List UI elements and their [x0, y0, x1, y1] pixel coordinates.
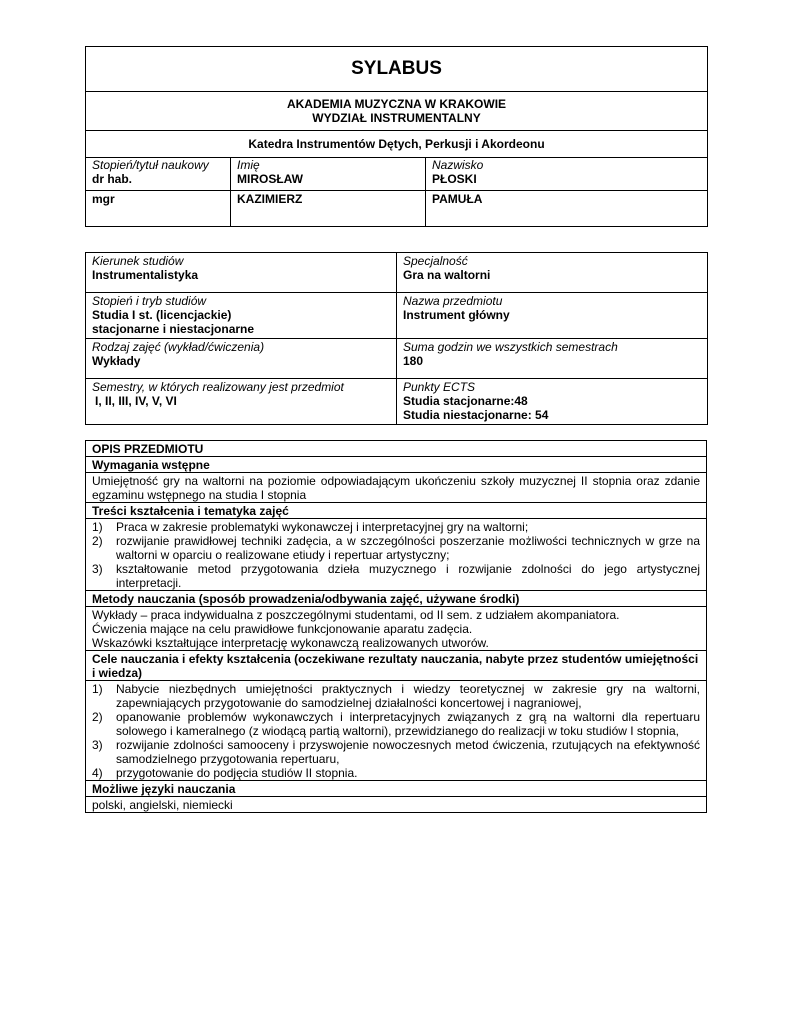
rodzaj-value: Wykłady — [92, 354, 141, 368]
first-name-label: Imię — [237, 158, 260, 172]
kierunek-cell — [86, 253, 397, 293]
specjalnosc-label: Specjalność — [403, 254, 468, 268]
tresci-heading: Treści kształcenia i tematyka zajęć — [86, 503, 707, 519]
list-item: 1) Praca w zakresie problematyki wykonawczej i interpretacyjnej gry na waltorni; — [92, 520, 529, 534]
stopien-label: Stopień i tryb studiów — [92, 294, 207, 308]
academy-name: AKADEMIA MUZYCZNA W KRAKOWIE — [286, 97, 507, 111]
study-info-table — [85, 252, 708, 425]
last-name-label: Nazwisko — [432, 158, 484, 172]
metody-line: Wykłady – praca indywidualna z poszczególnymi studentami, od II sem. z udziałem akompaniatora. — [92, 608, 620, 622]
wymagania-text: Umiejętność gry na waltorni na poziomie odpowiadającym ukończeniu szkoły muzycznej II stopnia oraz zdanie egzaminu wstępnego na studia I stopnia — [86, 473, 707, 503]
semestry-value: I, II, III, IV, V, VI — [95, 394, 177, 408]
metody-heading: Metody nauczania (sposób prowadzenia/odbywania zajęć, używane środki) — [86, 591, 707, 607]
przedmiot-value: Instrument główny — [403, 308, 510, 322]
metody-cell — [86, 607, 707, 651]
list-item: 1) Nabycie niezbędnych umiejętności praktycznych i wiedzy teoretycznej w zakresie gry na waltorni, zapewniających przygotowanie do samodzielnej działalności koncertowej i nagraniowej, — [92, 682, 700, 710]
jezyki-text: polski, angielski, niemiecki — [86, 797, 707, 813]
person1-last-cell — [426, 158, 708, 191]
ects-label: Punkty ECTS — [403, 380, 476, 394]
list-item: 2) rozwijanie prawidłowej techniki zadęcia, a w szczególności poszerzanie możliwości technicznych w grze na waltorni w oparciu o realizowane etiudy i repertuar artystyczny; — [92, 534, 700, 562]
jezyki-heading: Możliwe języki nauczania — [86, 781, 707, 797]
wymagania-heading: Wymagania wstępne — [86, 457, 707, 473]
suma-value: 180 — [403, 354, 424, 368]
stopien-value-2: stacjonarne i niestacjonarne — [92, 322, 255, 336]
kierunek-value: Instrumentalistyka — [92, 268, 199, 282]
ects-value-2: Studia niestacjonarne: 54 — [403, 408, 549, 422]
degree-label: Stopień/tytuł naukowy — [92, 158, 209, 172]
person2-last: PAMUŁA — [426, 191, 708, 227]
specjalnosc-cell — [397, 253, 708, 293]
tresci-cell — [86, 519, 707, 591]
list-item: 4) przygotowanie do podjęcia studiów II stopnia. — [92, 766, 358, 780]
ects-cell — [397, 379, 708, 425]
person2-degree: mgr — [86, 191, 231, 227]
metody-line: Wskazówki kształtujące interpretację wykonawczą realizowanych utworów. — [92, 636, 489, 650]
person1-first-cell — [231, 158, 426, 191]
rodzaj-label: Rodzaj zajęć (wykład/ćwiczenia) — [92, 340, 265, 354]
person1-degree: dr hab. — [92, 172, 133, 186]
person2-first: KAZIMIERZ — [231, 191, 426, 227]
suma-cell — [397, 339, 708, 379]
rodzaj-cell — [86, 339, 397, 379]
kierunek-label: Kierunek studiów — [92, 254, 184, 268]
institution-cell — [86, 92, 708, 131]
person1-degree-cell — [86, 158, 231, 191]
cele-list — [92, 682, 700, 780]
semestry-label: Semestry, w których realizowany jest przedmiot — [92, 380, 344, 394]
specjalnosc-value: Gra na waltorni — [403, 268, 491, 282]
ects-value-1: Studia stacjonarne:48 — [403, 394, 528, 408]
department-name: Katedra Instrumentów Dętych, Perkusji i Akordeonu — [86, 131, 708, 158]
tresci-list — [92, 520, 700, 590]
semestry-cell — [86, 379, 397, 425]
person1-first: MIROSŁAW — [237, 172, 303, 186]
faculty-name: WYDZIAŁ INSTRUMENTALNY — [312, 111, 481, 125]
stopien-cell — [86, 293, 397, 339]
list-item: 2) opanowanie problemów wykonawczych i interpretacyjnych związanych z grą na waltorni dla repertuaru solowego i kameralnego (z wiodącą partią waltorni), przewidzianego do realizacji w toku studiów I stopnia, — [92, 710, 700, 738]
person1-last: PŁOSKI — [432, 172, 477, 186]
przedmiot-cell — [397, 293, 708, 339]
cele-cell — [86, 681, 707, 781]
przedmiot-label: Nazwa przedmiotu — [403, 294, 503, 308]
list-item: 3) kształtowanie metod przygotowania dzieła muzycznego i rozwijanie zdolności do jego artystycznej interpretacji. — [92, 562, 700, 590]
page-title: SYLABUS — [86, 47, 708, 92]
stopien-value-1: Studia I st. (licencjackie) — [92, 308, 232, 322]
course-description-table — [85, 440, 707, 813]
cele-heading: Cele nauczania i efekty kształcenia (oczekiwane rezultaty nauczania, nabyte przez studentów umiejętności i wiedza) — [86, 651, 707, 681]
suma-label: Suma godzin we wszystkich semestrach — [403, 340, 618, 354]
metody-line: Ćwiczenia mające na celu prawidłowe funkcjonowanie aparatu zadęcia. — [92, 622, 473, 636]
opis-heading: OPIS PRZEDMIOTU — [86, 441, 707, 457]
header-table — [85, 46, 708, 227]
list-item: 3) rozwijanie zdolności samooceny i przyswojenie nowoczesnych metod ćwiczenia, rzutujących na efektywność samodzielnego przygotowania repertuaru, — [92, 738, 700, 766]
